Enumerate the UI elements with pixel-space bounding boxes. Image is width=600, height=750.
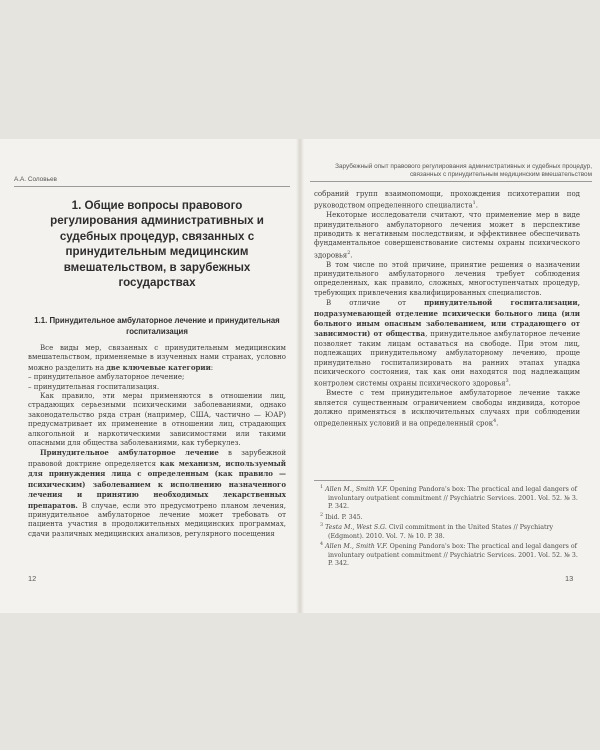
footnote: $^1$ Allen M., Smith V.F. Opening Pandora's box: The practical and legal dangers of involuntary outpatient commitment // Psychiatric Services. 2001. Vol. 52. № 3. P. 342. [320, 485, 578, 511]
book-gutter [296, 139, 304, 613]
left-text-column [28, 344, 286, 539]
footnote: $^4$ Allen M., Smith V.F. Opening Pandora's box: The practical and legal dangers of involuntary outpatient commitment // Psychiatric Services. 2001. Vol. 52. № 3. P. 342. [320, 542, 578, 568]
right-running-header: Зарубежный опыт правового регулирования административных и судебных процедур, связанных с принудительным медицинским вмешательством [335, 163, 592, 178]
footnote: $^2$ Ibid. P. 345. [320, 512, 363, 521]
chapter-title: 1. Общие вопросы правового регулирования административных и судебных процедур, связанных с принудительным медицинским вмешательством, в зарубежных государствах [50, 199, 264, 290]
section-title: 1.1. Принудительное амбулаторное лечение и принудительная госпитализация [34, 316, 280, 336]
left-running-header: А.А. Соловьев [14, 176, 57, 183]
page-number-right: 13 [565, 574, 574, 583]
paragraph: В том числе по этой причине, принятие решения о назначении принудительного амбулаторного лечения требует соблюдения определенных, как правило, сложных, многоступенчатых процедур, требующих привлечения квалифицированных специалистов. [314, 260, 580, 297]
paragraph: Принудительное амбулаторное лечение в зарубежной правовой доктрине определяется как механизм, используемый для принуждения лица с определенным (как правило — психическим) заболеванием к исполнению назначенного лечения и принятию необходимых лекарственных препаратов. В случае, если это предусмотрено планом лечения, принудительное амбулаторное лечение может требовать от пациента участия в продолжительных медицинских программах, сдачи различных медицинских анализов, регулярного посещения [28, 448, 286, 538]
right-text-column [314, 190, 580, 429]
right-header-rule [310, 181, 592, 182]
list-item: – принудительное амбулаторное лечение; [28, 373, 185, 382]
paragraph: Все виды мер, связанных с принудительным медицинским вмешательством, применяемые в изученных нами странах, условно можно разделить на две ключевые категории: [28, 344, 286, 372]
left-header-rule [14, 186, 290, 187]
paragraph: В отличие от принудительной госпитализации, подразумевающей отделение психически больного лица (или больного иным опасным заболеванием, или страдающего от зависимости) от общества, принудительное амбулаторное лечение позволяет таким лицам оставаться на свободе. При этом лиц, подлежащих принудительному амбулаторному лечению, проще принудительно госпитализировать на ранних этапах упадка психического состояния, так как они находятся под надлежащим контролем системы охраны психического здоровья$^3$. [314, 298, 581, 388]
paragraph: Как правило, эти меры применяются в отношении лиц, страдающих серьезными психическими заболеваниями, однако законодательство ряда стран (например, США, частично — ЮАР) предусматривает их применение в отношении лиц, страдающих алкогольной и наркотическими зависимостями или такими опасными для общества заболеваниями, как туберкулез. [28, 392, 286, 448]
page-number-left: 12 [28, 574, 37, 583]
paragraph: Вместе с тем принудительное амбулаторное лечение также является существенным ограничением свободы индивида, которое должно применяться в исключительных случаях при соблюдении определенных условий и на определенный срок$^4$. [314, 389, 580, 428]
footnotes [314, 484, 580, 569]
footnote: $^3$ Testa M., West S.G. Civil commitment in the United States // Psychiatry (Edgmont). 2010. Vol. 7. № 10. P. 38. [320, 523, 554, 540]
footnote-rule [314, 480, 394, 481]
paragraph: Некоторые исследователи считают, что применение мер в виде принудительного амбулаторного лечения может в перспективе приводить к негативным последствиям, и эффективнее обеспечивать фундаментальное совершенствование системы охраны психического здоровья$^2$. [314, 211, 580, 260]
paragraph: собраний групп взаимопомощи, прохождения психотерапии под руководством определенного специалиста$^1$. [314, 190, 580, 210]
list-item: – принудительная госпитализация. [28, 382, 160, 391]
